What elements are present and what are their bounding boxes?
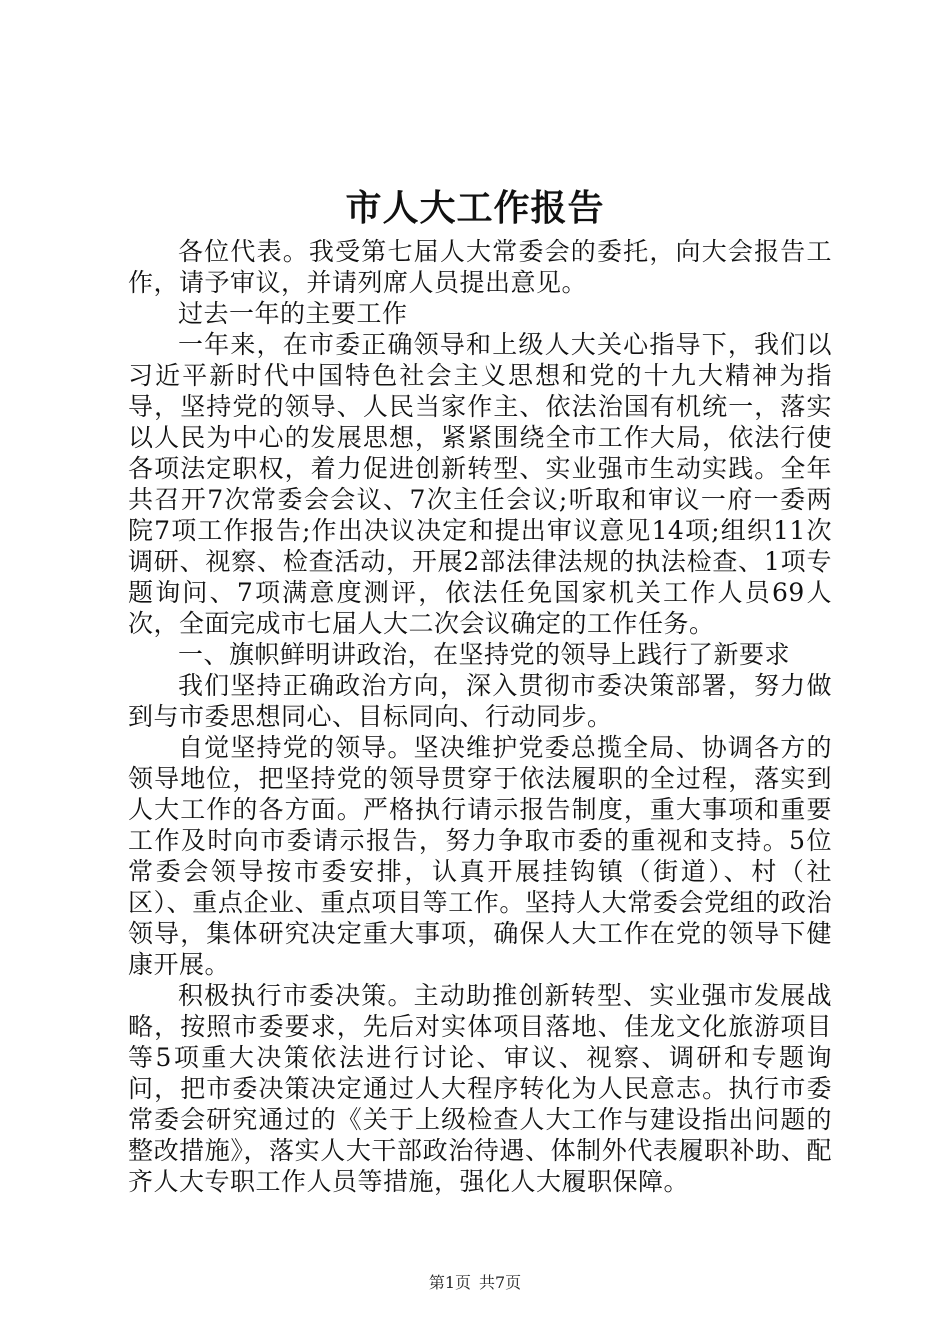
paragraph-direction: 我们坚持正确政治方向，深入贯彻市委决策部署，努力做到与市委思想同心、目标同向、行动同步。 [128, 671, 832, 731]
page-footer [0, 1272, 950, 1294]
page-total: 共7页 [479, 1273, 522, 1292]
paragraph-opening: 各位代表。我受第七届人大常委会的委托，向大会报告工作，请予审议，并请列席人员提出意见。 [128, 237, 832, 297]
paragraph-party-leadership: 自觉坚持党的领导。坚决维护党委总揽全局、协调各方的领导地位，把坚持党的领导贯穿于依法履职的全过程，落实到人大工作的各方面。严格执行请示报告制度，重大事项和重要工作及时向市委请示报告，努力争取市委的重视和支持。5位常委会领导按市委安排，认真开展挂钩镇（街道）、村（社区）、重点企业、重点项目等工作。坚持人大常委会党组的政治领导，集体研究决定重大事项，确保人大工作在党的领导下健康开展。 [128, 733, 832, 979]
section-heading-politics: 一、旗帜鲜明讲政治，在坚持党的领导上践行了新要求 [178, 640, 791, 669]
document-title: 市人大工作报告 [345, 187, 605, 229]
document-body [128, 236, 832, 1197]
paragraph-summary: 一年来，在市委正确领导和上级人大关心指导下，我们以习近平新时代中国特色社会主义思想和党的十九大精神为指导，坚持党的领导、人民当家作主、依法治国有机统一，落实以人民为中心的发展思想，紧紧围绕全市工作大局，依法行使各项法定职权，着力促进创新转型、实业强市生动实践。全年共召开7次常委会会议、7次主任会议;听取和审议一府一委两院7项工作报告;作出决议决定和提出审议意见14项;组织11次调研、视察、检查活动，开展2部法律法规的执法检查、1项专题询问、7项满意度测评，依法任免国家机关工作人员69人次，全面完成市七届人大二次会议确定的工作任务。 [128, 330, 832, 638]
paragraph-execute-decisions: 积极执行市委决策。主动助推创新转型、实业强市发展战略，按照市委要求，先后对实体项目落地、佳龙文化旅游项目等5项重大决策依法进行讨论、审议、视察、调研和专题询问，把市委决策决定通过人大程序转化为人民意志。执行市委常委会研究通过的《关于上级检查人大工作与建设指出问题的整改措施》，落实人大干部政治待遇、体制外代表履职补助、配齐人大专职工作人员等措施，强化人大履职保障。 [128, 981, 832, 1196]
section-heading-past-year: 过去一年的主要工作 [178, 299, 408, 328]
page-number: 第1页 [428, 1273, 471, 1292]
